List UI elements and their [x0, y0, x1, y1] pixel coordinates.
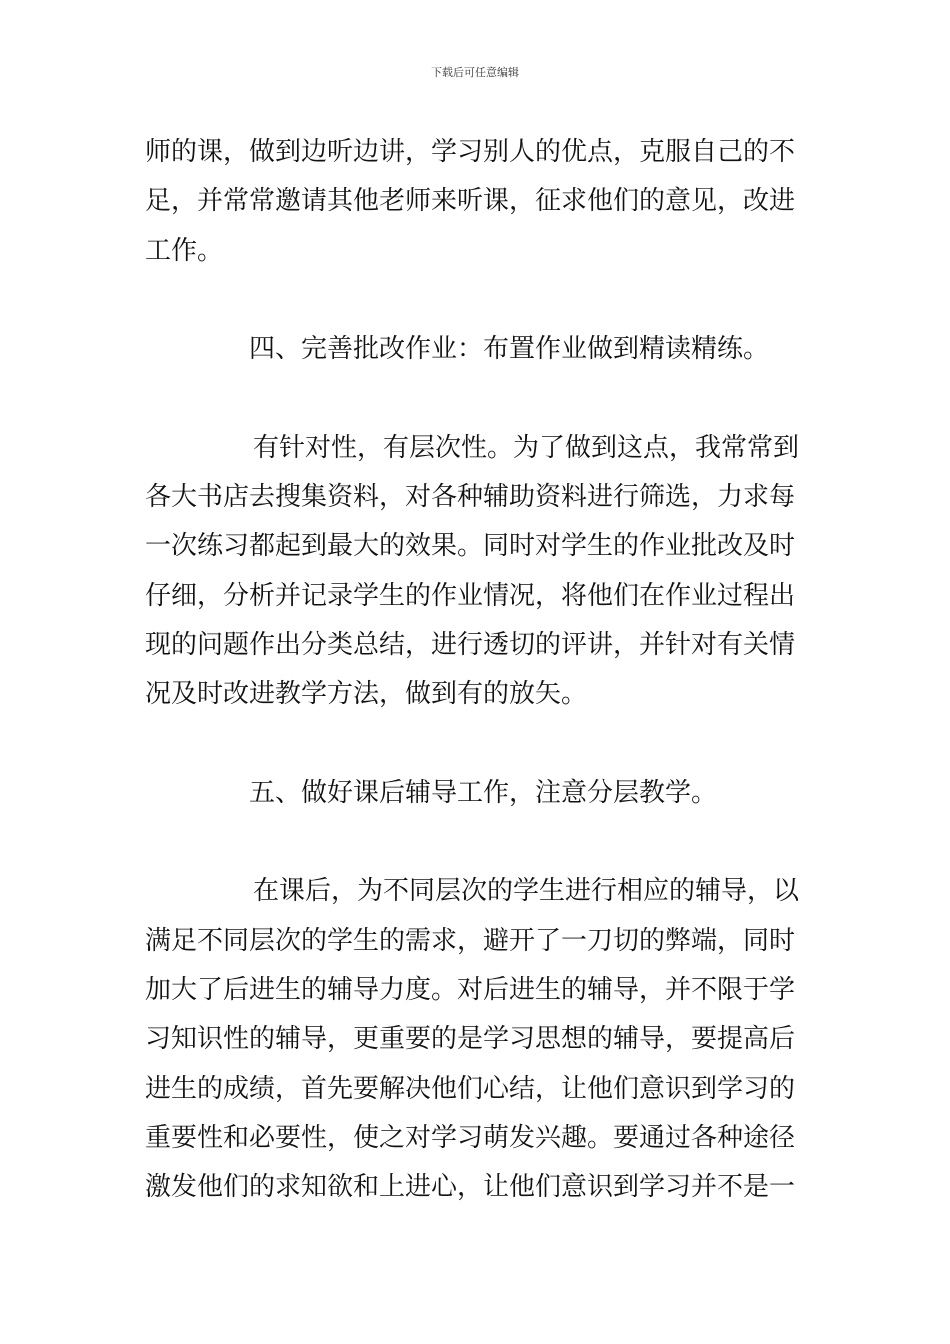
- text-line: 师的课，做到边听边讲，学习别人的优点，克服自己的不: [145, 137, 796, 167]
- section-heading-4: [145, 325, 810, 374]
- heading-text: 四、完善批改作业：布置作业做到精读精练。: [249, 334, 770, 365]
- paragraph-tutoring: [145, 867, 810, 1212]
- text-line: 激发他们的求知欲和上进心，让他们意识到学习并不是一: [145, 1172, 796, 1203]
- paragraph-continuation: [145, 128, 810, 276]
- text-line: 一次练习都起到最大的效果。同时对学生的作业批改及时: [145, 531, 796, 562]
- text-line: 重要性和必要性，使之对学习萌发兴趣。要通过各种途径: [145, 1122, 796, 1153]
- text-line: 加大了后进生的辅导力度。对后进生的辅导，并不限于学: [145, 975, 796, 1006]
- text-line: 仔细，分析并记录学生的作业情况，将他们在作业过程出: [145, 580, 796, 611]
- section-heading-5: [145, 769, 810, 818]
- text-line: 在课后，为不同层次的学生进行相应的辅导，以: [253, 876, 800, 907]
- text-line: 进生的成绩，首先要解决他们心结，让他们意识到学习的: [145, 1073, 796, 1104]
- text-line: 满足不同层次的学生的需求，避开了一刀切的弊端，同时: [145, 925, 796, 956]
- heading-text: 五、做好课后辅导工作，注意分层教学。: [249, 777, 718, 808]
- paragraph-gap: [145, 374, 810, 423]
- document-body: [145, 128, 810, 1213]
- paragraph-gap: [145, 818, 810, 867]
- paragraph-gap: [145, 720, 810, 769]
- header-note: 下载后可任意编辑: [431, 66, 519, 79]
- text-line: 况及时改进教学方法，做到有的放矢。: [145, 679, 588, 710]
- paragraph-homework: [145, 424, 810, 720]
- paragraph-gap: [145, 276, 810, 325]
- text-line: 现的问题作出分类总结，进行透切的评讲，并针对有关情: [145, 629, 796, 660]
- text-line: 足，并常常邀请其他老师来听课，征求他们的意见，改进: [145, 186, 796, 217]
- text-line: 有针对性，有层次性。为了做到这点，我常常到: [253, 432, 800, 463]
- text-line: 各大书店去搜集资料，对各种辅助资料进行筛选，力求每: [145, 482, 796, 513]
- text-line: 工作。: [145, 235, 224, 266]
- text-line: 习知识性的辅导，更重要的是学习思想的辅导，要提高后: [145, 1024, 796, 1055]
